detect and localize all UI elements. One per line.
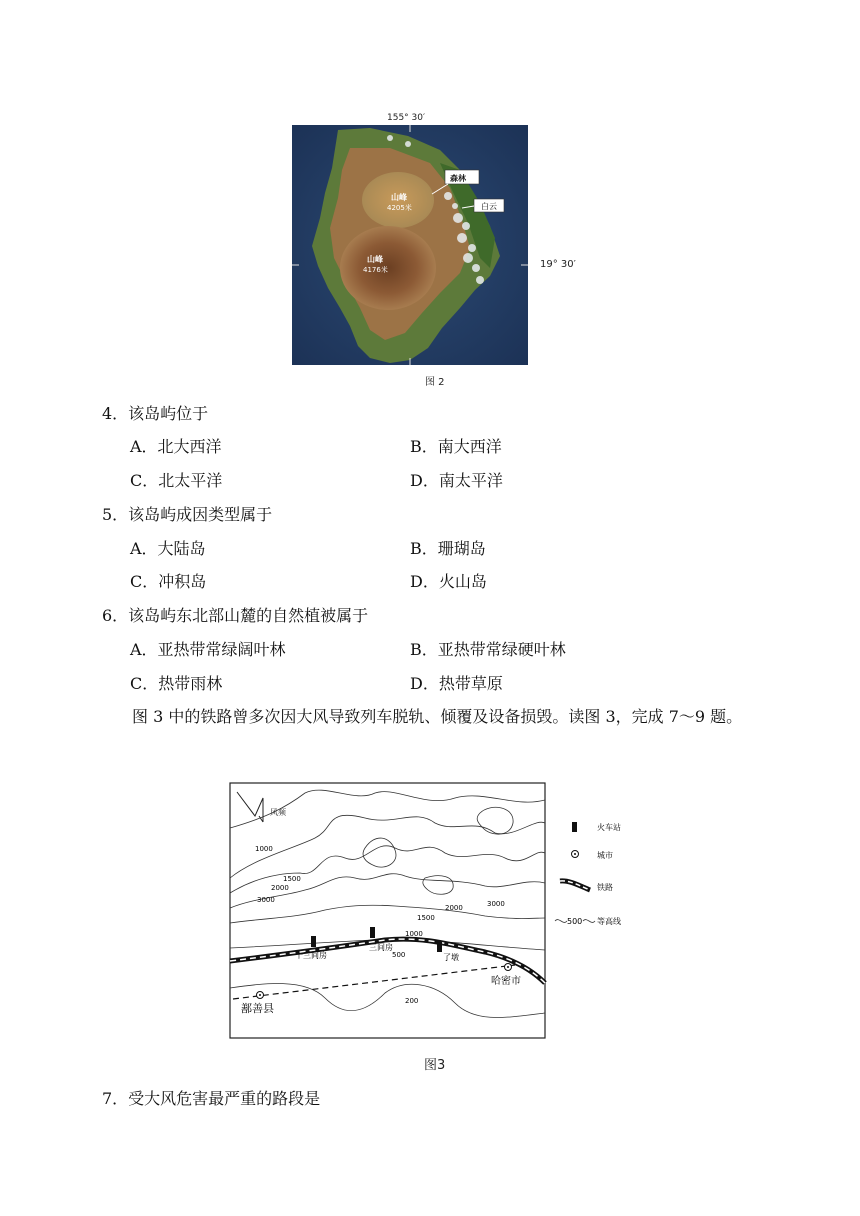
question-4-option-b: B．南大西洋 [410, 437, 502, 456]
cloud-label: 白云 [481, 202, 497, 211]
contour-label-500: 500 [392, 951, 406, 959]
question-6-option-c: C．热带雨林 [130, 674, 223, 693]
question-6-option-b: B．亚热带常绿硬叶林 [410, 640, 566, 659]
question-5-option-a: A．大陆岛 [130, 539, 206, 558]
question-6-stem: 6．该岛屿东北部山麓的自然植被属于 [102, 606, 369, 625]
contour-label-2000-w: 2000 [271, 884, 289, 892]
question-5-stem: 5．该岛屿成因类型属于 [102, 505, 273, 524]
contour-label-3000-e: 3000 [487, 900, 505, 908]
station-label-liaodun: 了墩 [443, 953, 459, 962]
question-6-option-a: A．亚热带常绿阔叶林 [130, 640, 286, 659]
station-marker-liaodun [437, 941, 442, 952]
map-frame [230, 783, 545, 1038]
legend-railway-label: 铁路 [597, 883, 613, 892]
station-marker-sanjianfang [370, 927, 375, 938]
legend-contour-label: 等高线 [597, 917, 621, 926]
question-5-option-b: B．珊瑚岛 [410, 539, 486, 558]
contour-label-1500-w: 1500 [283, 875, 301, 883]
station-marker-shisanjianfang [311, 936, 316, 947]
peak1-name: 山峰 [391, 193, 407, 202]
question-6-option-d: D．热带草原 [410, 674, 503, 693]
contour-label-200: 200 [405, 997, 419, 1005]
contour-label-3000-w: 3000 [257, 896, 275, 904]
peak2-name: 山峰 [367, 255, 383, 264]
question-4-option-a: A．北大西洋 [130, 437, 222, 456]
figure-3-contour-map [225, 778, 645, 1048]
longitude-label: 155° 30′ [387, 113, 426, 123]
station-label-shisanjianfang: 十三间房 [295, 951, 327, 960]
latitude-label: 19° 30′ [540, 259, 576, 270]
peak1-height: 4205米 [387, 204, 412, 212]
question-7-stem: 7．受大风危害最严重的路段是 [102, 1089, 321, 1108]
contour-label-1500-c: 1500 [417, 914, 435, 922]
legend-station-label: 火车站 [597, 823, 621, 832]
contour-label-1000-n: 1000 [255, 845, 273, 853]
city-label-hami: 哈密市 [491, 976, 521, 987]
question-4-option-d: D．南太平洋 [410, 471, 503, 490]
legend-contour-value: 500 [567, 917, 583, 926]
figure-3-caption: 图3 [424, 1058, 446, 1073]
question-4-option-c: C．北太平洋 [130, 471, 223, 490]
legend [555, 822, 621, 926]
legend-city-label: 城市 [597, 851, 613, 860]
question-5-option-d: D．火山岛 [410, 572, 487, 591]
peak2-height: 4176米 [363, 266, 388, 274]
southern-peak-area [340, 226, 436, 310]
forest-label: 森林 [450, 174, 466, 183]
figure-3-intro: 图 3 中的铁路曾多次因大风导致列车脱轨、倾覆及设备损毁。读图 3，完成 7～9 题。 [132, 707, 743, 726]
contour-label-2000-c: 2000 [445, 904, 463, 912]
station-label-sanjianfang: 三间房 [369, 943, 393, 952]
contour-label-1000-c: 1000 [405, 930, 423, 938]
question-4-stem: 4．该岛屿位于 [102, 404, 209, 423]
city-label-shanshan: 鄯善县 [241, 1002, 274, 1015]
wind-label: 风频 [270, 808, 286, 817]
figure-2-island-map [290, 108, 540, 370]
question-5-option-c: C．冲积岛 [130, 572, 207, 591]
figure-2-caption: 图 2 [425, 377, 445, 388]
